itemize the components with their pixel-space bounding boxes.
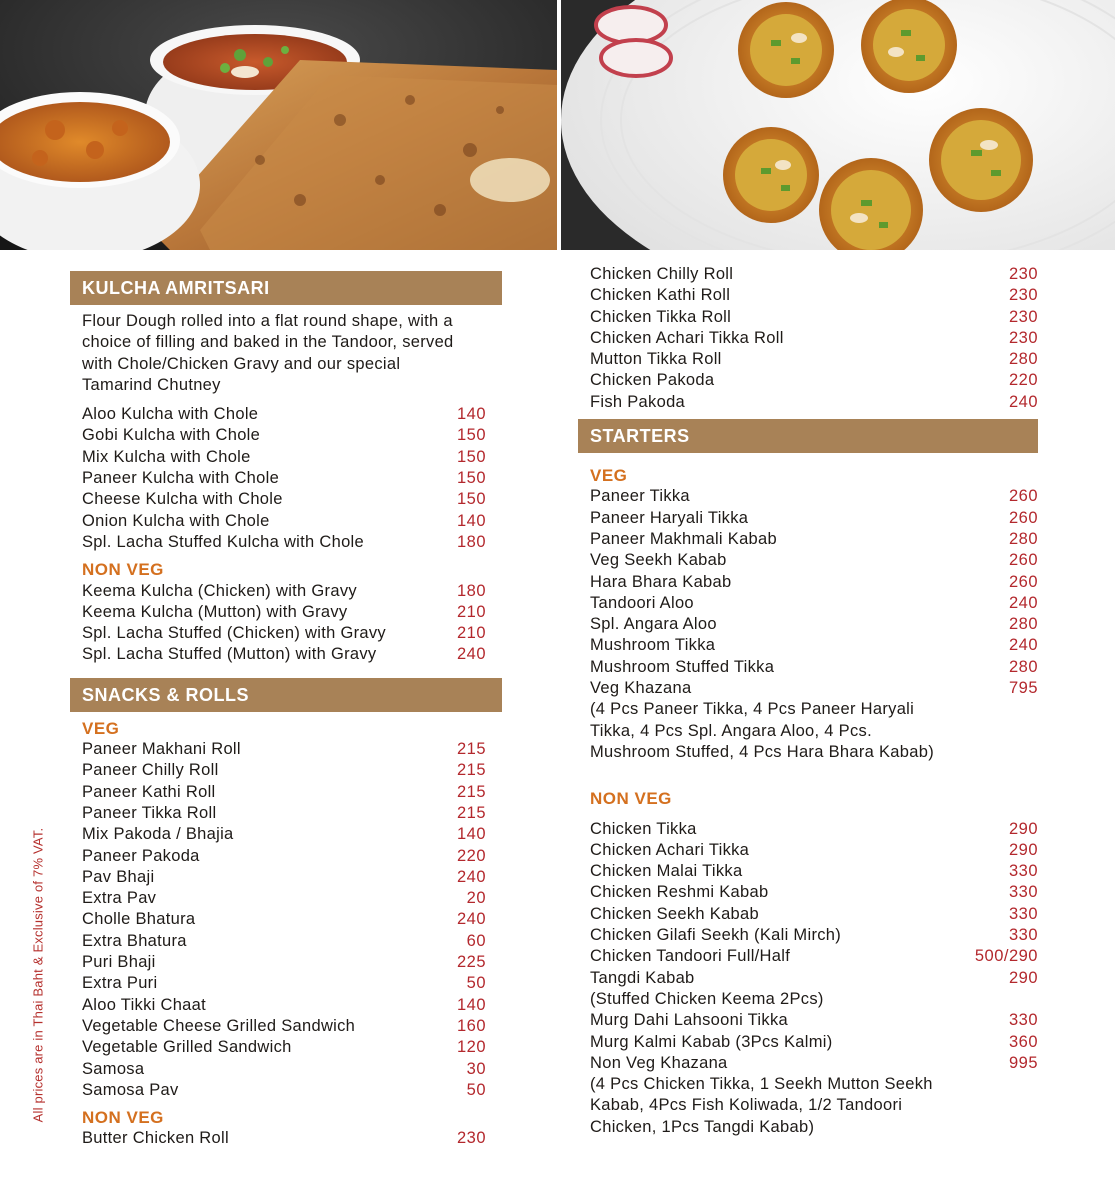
menu-item-name: Spl. Lacha Stuffed Kulcha with Chole xyxy=(82,532,365,551)
menu-item xyxy=(578,819,1038,840)
menu-item-price: 140 xyxy=(456,995,486,1014)
menu-item-price: 50 xyxy=(466,974,486,993)
menu-item-price: 50 xyxy=(466,1080,486,1099)
menu-item-name: Mushroom Tikka xyxy=(590,636,716,655)
starters-veg-label: VEG xyxy=(590,466,628,486)
menu-item xyxy=(70,888,502,909)
menu-item-name: Puri Bhaji xyxy=(82,953,156,972)
menu-item xyxy=(70,867,502,888)
menu-item xyxy=(578,486,1038,507)
menu-item-price: 230 xyxy=(1008,307,1038,326)
menu-item-name: Cholle Bhatura xyxy=(82,910,196,929)
menu-item xyxy=(70,404,502,425)
veg-khazana-note: (4 Pcs Paneer Tikka, 4 Pcs Paneer Haryali Tikka, 4 Pcs Spl. Angara Aloo, 4 Pcs. Mushroom Stuffed, 4 Pcs Hara Bhara Kabab) xyxy=(590,700,934,761)
menu-item-price: 60 xyxy=(466,931,486,950)
menu-item-name: Mutton Tikka Roll xyxy=(590,350,722,369)
menu-item-price: 280 xyxy=(1008,657,1038,676)
menu-item xyxy=(70,952,502,973)
left-column xyxy=(70,271,502,1150)
menu-item xyxy=(578,264,1038,285)
menu-item-price: 180 xyxy=(456,581,486,600)
menu-item-price: 30 xyxy=(466,1059,486,1078)
menu-item-price: 240 xyxy=(1008,593,1038,612)
menu-item-name: Pav Bhaji xyxy=(82,867,155,886)
section-header-snacks: SNACKS & ROLLS xyxy=(70,678,502,712)
menu-item-name: Keema Kulcha (Chicken) with Gravy xyxy=(82,581,357,600)
starters-nonveg-list-b xyxy=(578,1010,1038,1074)
menu-item-price: 290 xyxy=(1008,968,1038,987)
menu-item-price: 150 xyxy=(456,447,486,466)
menu-item xyxy=(578,550,1038,571)
menu-item-name: Chicken Tikka Roll xyxy=(590,307,732,326)
menu-item-price: 230 xyxy=(1008,265,1038,283)
menu-item-name: Tandoori Aloo xyxy=(590,593,694,612)
menu-item-name: Samosa Pav xyxy=(82,1080,179,1099)
menu-item-price: 140 xyxy=(456,511,486,530)
menu-item xyxy=(70,1059,502,1080)
menu-item xyxy=(70,909,502,930)
snacks-continued-list xyxy=(578,264,1038,413)
menu-item-price: 240 xyxy=(456,867,486,886)
menu-item xyxy=(70,782,502,803)
menu-item-name: Non Veg Khazana xyxy=(590,1053,728,1072)
menu-item xyxy=(578,678,1038,699)
snacks-nonveg-list xyxy=(70,1128,502,1149)
menu-item xyxy=(578,657,1038,678)
menu-item-name: Chicken Seekh Kabab xyxy=(590,904,759,923)
menu-item xyxy=(578,392,1038,413)
menu-item-price: 160 xyxy=(456,1016,486,1035)
menu-item-price: 290 xyxy=(1008,819,1038,838)
menu-item-name: Spl. Lacha Stuffed (Chicken) with Gravy xyxy=(82,624,386,643)
menu-item-price: 330 xyxy=(1008,1011,1038,1030)
menu-item-price: 240 xyxy=(1008,392,1038,411)
menu-item xyxy=(578,1032,1038,1053)
starters-nonveg-list-a xyxy=(578,819,1038,989)
menu-item xyxy=(70,1016,502,1037)
menu-item xyxy=(70,931,502,952)
menu-item-price: 230 xyxy=(456,1129,486,1148)
menu-item-name: Chicken Achari Tikka Roll xyxy=(590,328,784,347)
stuffed-potato-photo xyxy=(561,0,1115,250)
menu-item-name: Butter Chicken Roll xyxy=(82,1129,229,1148)
menu-item xyxy=(70,425,502,446)
nonveg-khazana-note: (4 Pcs Chicken Tikka, 1 Seekh Mutton Seekh Kabab, 4Pcs Fish Koliwada, 1/2 Tandoori Chicken, 1Pcs Tangdi Kabab) xyxy=(590,1075,933,1136)
menu-item-name: Extra Bhatura xyxy=(82,931,187,950)
menu-item xyxy=(70,973,502,994)
menu-item xyxy=(578,529,1038,550)
menu-item-price: 220 xyxy=(1008,371,1038,390)
menu-item-price: 795 xyxy=(1008,679,1038,698)
menu-item-name: Extra Puri xyxy=(82,974,158,993)
kulcha-nonveg-list xyxy=(70,581,502,666)
menu-item-name: Aloo Kulcha with Chole xyxy=(82,405,259,424)
menu-item-name: Paneer Kulcha with Chole xyxy=(82,469,280,488)
menu-item xyxy=(578,349,1038,370)
menu-item xyxy=(70,760,502,781)
menu-item xyxy=(578,968,1038,989)
menu-item-name: Mix Kulcha with Chole xyxy=(82,447,251,466)
menu-item xyxy=(578,285,1038,306)
menu-item-price: 260 xyxy=(1008,487,1038,506)
menu-item xyxy=(578,572,1038,593)
menu-item xyxy=(70,1080,502,1101)
menu-item-price: 280 xyxy=(1008,615,1038,634)
menu-item xyxy=(70,623,502,644)
menu-item-name: Aloo Tikki Chaat xyxy=(82,995,207,1014)
menu-item-name: Fish Pakoda xyxy=(590,392,686,411)
menu-item-price: 140 xyxy=(456,825,486,844)
menu-item-name: Paneer Makhani Roll xyxy=(82,740,241,759)
right-column xyxy=(578,264,1038,1138)
menu-item-price: 500/290 xyxy=(974,947,1038,966)
menu-item-name: Cheese Kulcha with Chole xyxy=(82,490,283,509)
menu-item-price: 330 xyxy=(1008,926,1038,945)
menu-item-name: Murg Kalmi Kabab (3Pcs Kalmi) xyxy=(590,1032,833,1051)
menu-item-price: 230 xyxy=(1008,286,1038,305)
menu-item-name: Paneer Makhmali Kabab xyxy=(590,529,777,548)
menu-item xyxy=(578,307,1038,328)
menu-item-name: Chicken Kathi Roll xyxy=(590,286,731,305)
menu-item-price: 260 xyxy=(1008,508,1038,527)
menu-item xyxy=(70,995,502,1016)
menu-item-price: 220 xyxy=(456,846,486,865)
menu-item-price: 240 xyxy=(456,645,486,664)
menu-item-price: 240 xyxy=(1008,636,1038,655)
menu-item-price: 995 xyxy=(1008,1053,1038,1072)
kulcha-description: Flour Dough rolled into a flat round shape, with a choice of filling and baked in the Tandoor, served with Chole/Chicken Gravy and our special Tamarind Chutney xyxy=(82,312,454,394)
menu-item xyxy=(578,1053,1038,1074)
menu-item xyxy=(70,532,502,553)
menu-item xyxy=(70,1128,502,1149)
menu-item-name: Veg Khazana xyxy=(590,679,692,698)
menu-item-name: Chicken Reshmi Kabab xyxy=(590,883,769,902)
menu-item-name: Vegetable Grilled Sandwich xyxy=(82,1038,292,1057)
menu-item-name: Murg Dahi Lahsooni Tikka xyxy=(590,1011,788,1030)
menu-item-name: Paneer Tikka Roll xyxy=(82,803,217,822)
menu-item-price: 215 xyxy=(456,803,486,822)
menu-item xyxy=(70,468,502,489)
menu-item-price: 225 xyxy=(456,953,486,972)
section-header-starters: STARTERS xyxy=(578,419,1038,453)
menu-item xyxy=(70,846,502,867)
menu-item xyxy=(70,1037,502,1058)
menu-item xyxy=(578,328,1038,349)
menu-item-price: 150 xyxy=(456,469,486,488)
menu-item-name: Keema Kulcha (Mutton) with Gravy xyxy=(82,602,348,621)
menu-item xyxy=(578,946,1038,967)
menu-item-name: Chicken Gilafi Seekh (Kali Mirch) xyxy=(590,926,842,945)
snacks-veg-label: VEG xyxy=(82,718,120,738)
menu-item xyxy=(578,861,1038,882)
menu-item-name: Paneer Pakoda xyxy=(82,846,200,865)
menu-item xyxy=(70,803,502,824)
vat-note: All prices are in Thai Baht & Exclusive of 7% VAT. xyxy=(30,827,46,1123)
menu-item-name: Paneer Tikka xyxy=(590,487,690,506)
menu-item-name: Hara Bhara Kabab xyxy=(590,572,732,591)
menu-item-name: Vegetable Cheese Grilled Sandwich xyxy=(82,1016,356,1035)
menu-item-name: Onion Kulcha with Chole xyxy=(82,511,270,530)
menu-item-price: 290 xyxy=(1008,840,1038,859)
menu-item xyxy=(578,614,1038,635)
menu-item-price: 20 xyxy=(466,889,486,908)
menu-item-price: 330 xyxy=(1008,904,1038,923)
menu-item-name: Spl. Lacha Stuffed (Mutton) with Gravy xyxy=(82,645,377,664)
menu-item-name: Paneer Haryali Tikka xyxy=(590,508,749,527)
menu-item-price: 215 xyxy=(456,761,486,780)
starters-nonveg-label: NON VEG xyxy=(590,789,672,809)
menu-item-price: 180 xyxy=(456,532,486,551)
menu-item-name: Paneer Chilly Roll xyxy=(82,761,219,780)
kulcha-photo xyxy=(0,0,557,250)
menu-item xyxy=(578,925,1038,946)
menu-item xyxy=(578,1010,1038,1031)
menu-item xyxy=(70,447,502,468)
menu-item-price: 330 xyxy=(1008,862,1038,881)
menu-item xyxy=(578,508,1038,529)
menu-item-name: Veg Seekh Kabab xyxy=(590,551,727,570)
menu-item xyxy=(70,489,502,510)
menu-item-price: 215 xyxy=(456,782,486,801)
menu-item-price: 210 xyxy=(456,602,486,621)
menu-item xyxy=(578,882,1038,903)
menu-item-price: 140 xyxy=(456,405,486,424)
menu-item-name: Chicken Tikka xyxy=(590,819,697,838)
menu-item-price: 215 xyxy=(456,740,486,759)
menu-item-price: 280 xyxy=(1008,350,1038,369)
menu-item-price: 330 xyxy=(1008,883,1038,902)
menu-item-price: 210 xyxy=(456,624,486,643)
menu-item-price: 240 xyxy=(456,910,486,929)
menu-item-name: Tangdi Kabab xyxy=(590,968,695,987)
menu-item xyxy=(70,511,502,532)
menu-item xyxy=(70,824,502,845)
menu-item xyxy=(70,602,502,623)
starters-veg-list xyxy=(578,486,1038,699)
menu-item-name: Extra Pav xyxy=(82,889,157,908)
kulcha-nonveg-label: NON VEG xyxy=(82,560,164,580)
menu-item xyxy=(578,904,1038,925)
menu-item-name: Gobi Kulcha with Chole xyxy=(82,426,261,445)
menu-item-name: Samosa xyxy=(82,1059,145,1078)
menu-item-name: Mushroom Stuffed Tikka xyxy=(590,657,775,676)
menu-item xyxy=(70,739,502,760)
menu-item-price: 230 xyxy=(1008,328,1038,347)
menu-item-name: Mix Pakoda / Bhajia xyxy=(82,825,234,844)
menu-item-name: Paneer Kathi Roll xyxy=(82,782,216,801)
menu-item-name: Chicken Pakoda xyxy=(590,371,715,390)
menu-item xyxy=(578,840,1038,861)
menu-item-price: 260 xyxy=(1008,572,1038,591)
menu-item xyxy=(578,635,1038,656)
kulcha-veg-list xyxy=(70,404,502,553)
menu-item-price: 150 xyxy=(456,490,486,509)
menu-item-name: Chicken Malai Tikka xyxy=(590,862,743,881)
menu-item-price: 360 xyxy=(1008,1032,1038,1051)
menu-item xyxy=(578,593,1038,614)
menu-item-name: Chicken Tandoori Full/Half xyxy=(590,947,791,966)
menu-item-price: 260 xyxy=(1008,551,1038,570)
tangdi-note: (Stuffed Chicken Keema 2Pcs) xyxy=(590,989,824,1008)
snacks-veg-list xyxy=(70,739,502,1101)
section-header-kulcha: KULCHA AMRITSARI xyxy=(70,271,502,305)
menu-item-price: 280 xyxy=(1008,529,1038,548)
menu-item xyxy=(70,581,502,602)
menu-item-name: Chicken Chilly Roll xyxy=(590,265,734,283)
menu-item-name: Spl. Angara Aloo xyxy=(590,615,717,634)
menu-item xyxy=(70,644,502,665)
snacks-nonveg-label: NON VEG xyxy=(82,1108,164,1128)
menu-item xyxy=(578,370,1038,391)
menu-item-price: 120 xyxy=(456,1038,486,1057)
menu-item-price: 150 xyxy=(456,426,486,445)
menu-item-name: Chicken Achari Tikka xyxy=(590,840,750,859)
